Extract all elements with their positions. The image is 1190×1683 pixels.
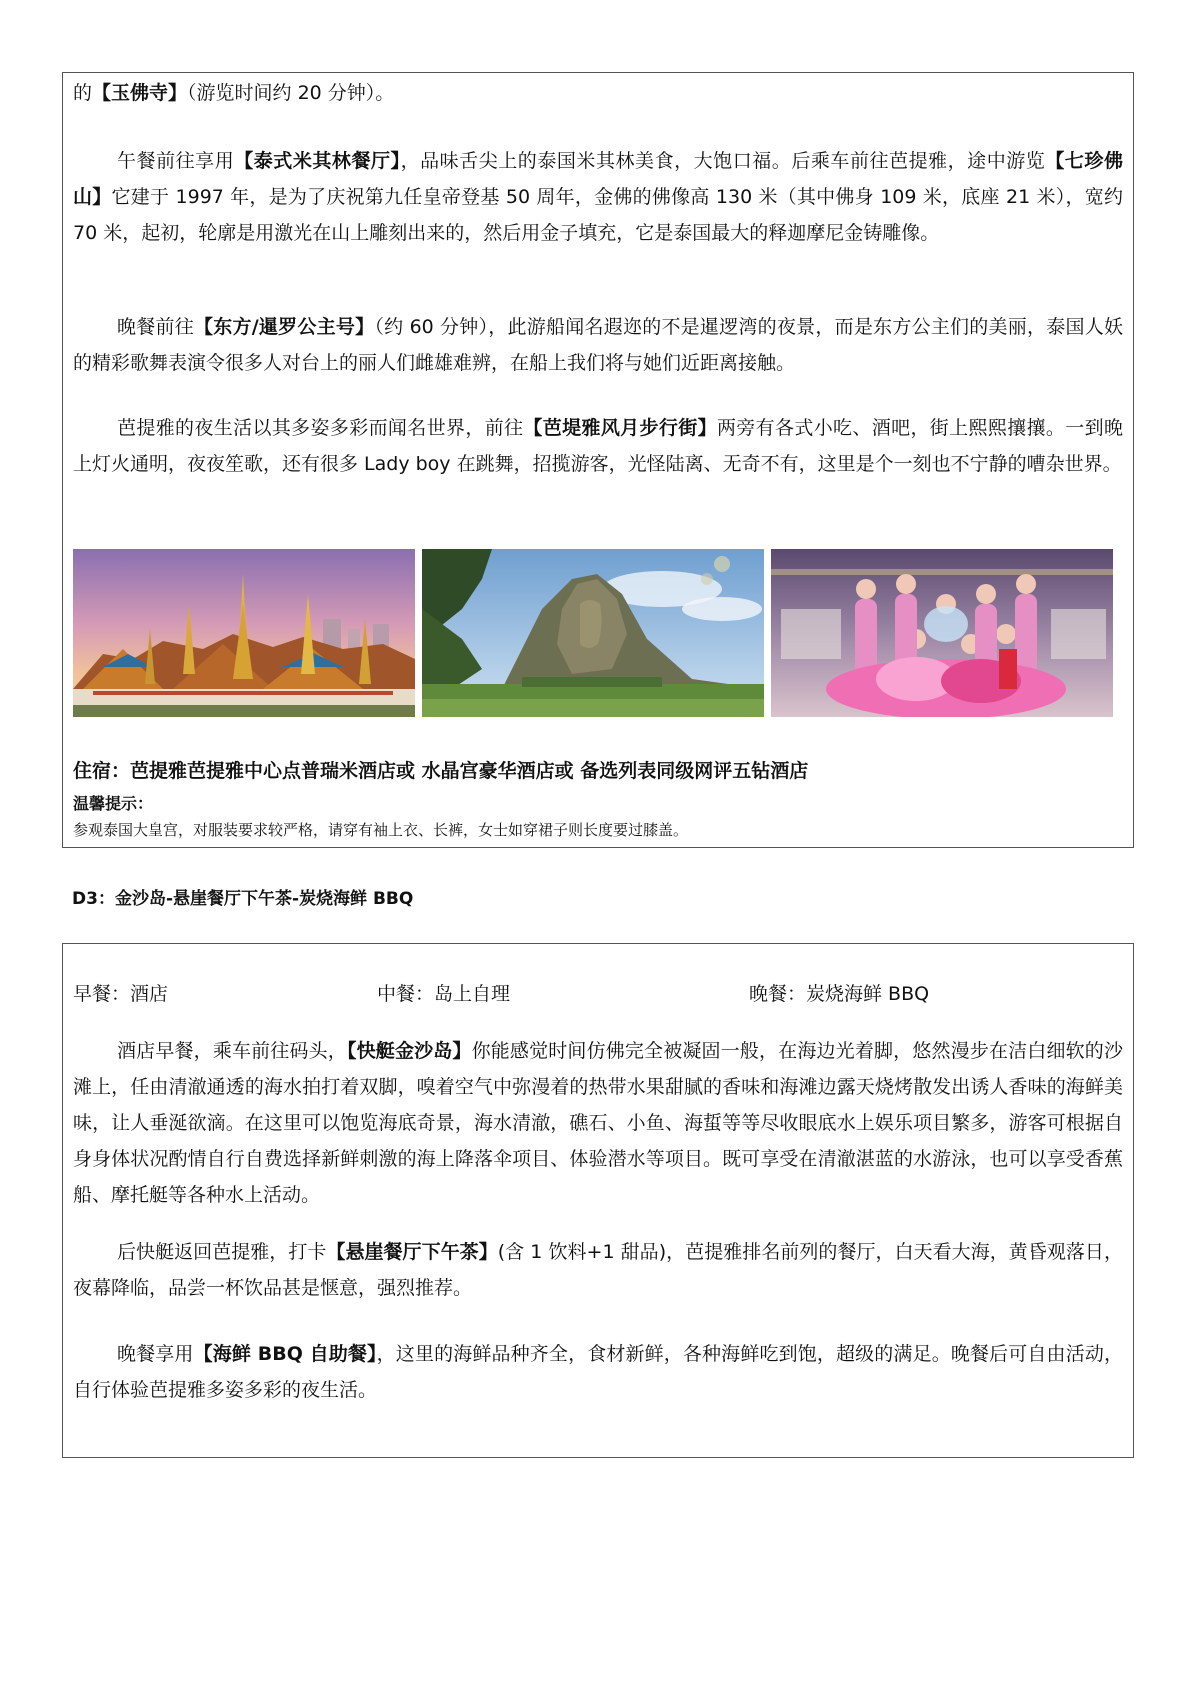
- paragraph-seafood-bbq: 晚餐享用【海鲜 BBQ 自助餐】，这里的海鲜品种齐全，食材新鲜，各种海鲜吃到饱，超级的满足。晚餐后可自由活动，自行体验芭提雅多姿多彩的夜生活。: [73, 1343, 1123, 1401]
- tips-text: 参观泰国大皇宫，对服装要求较严格，请穿有袖上衣、长裤，女士如穿裙子则长度要过膝盖。: [73, 821, 689, 839]
- day2-itinerary-box: [62, 72, 1134, 848]
- paragraph-walking-street: 芭提雅的夜生活以其多姿多彩而闻名世界，前往【芭堤雅风月步行街】两旁有各式小吃、酒吧，街上熙熙攘攘。一到晚上灯火通明，夜夜笙歌，还有很多 Lady boy 在跳舞，招揽游客，光怪陆离、无奇不有，这里是个一刻也不宁静的嘈杂世界。: [73, 417, 1123, 475]
- buddha-mountain-photo: [422, 549, 764, 717]
- paragraph-princess-cruise: 晚餐前往【东方/暹罗公主号】（约 60 分钟），此游船闻名遐迩的不是暹逻湾的夜景，而是东方公主们的美丽，泰国人妖的精彩歌舞表演令很多人对台上的丽人们雌雄难辨，在船上我们将与她们近距离接触。: [73, 316, 1123, 374]
- cabaret-show-photo: [771, 549, 1113, 717]
- paragraph-jade-buddha: 的【玉佛寺】（游览时间约 20 分钟）。: [73, 82, 395, 104]
- paragraph-michelin-lunch: 午餐前往享用【泰式米其林餐厅】，品味舌尖上的泰国米其林美食，大饱口福。后乘车前往芭提雅，途中游览【七珍佛山】它建于 1997 年，是为了庆祝第九任皇帝登基 50 周年，金佛的佛像高 130 米（其中佛身 109 米，底座 21 米），宽约 70 米，起初，轮廓是用激光在山上雕刻出来的，然后用金子填充，它是泰国最大的释迦摩尼金铸雕像。: [73, 150, 1123, 244]
- meals-row: [63, 979, 1135, 1009]
- lunch-label: 中餐：岛上自理: [377, 983, 511, 1005]
- tips-title: 温馨提示：: [73, 794, 154, 813]
- grand-palace-photo: [73, 549, 415, 717]
- day3-itinerary-box: [62, 943, 1134, 1458]
- breakfast-label: 早餐：酒店: [73, 983, 169, 1005]
- day3-heading: D3：金沙岛-悬崖餐厅下午茶-炭烧海鲜 BBQ: [72, 889, 414, 909]
- dinner-label: 晚餐：炭烧海鲜 BBQ: [749, 983, 930, 1005]
- paragraph-golden-sand-island: 酒店早餐，乘车前往码头，【快艇金沙岛】你能感觉时间仿佛完全被凝固一般，在海边光着脚，悠然漫步在洁白细软的沙滩上，任由清澈通透的海水拍打着双脚，嗅着空气中弥漫着的热带水果甜腻的香味和海滩边露天烧烤散发出诱人香味的海鲜美味，让人垂涎欲滴。在这里可以饱览海底奇景，海水清澈，礁石、小鱼、海蜇等等尽收眼底水上娱乐项目繁多，游客可根据自身身体状况酌情自行自费选择新鲜刺激的海上降落伞项目、体验潜水等项目。既可享受在清澈湛蓝的水游泳，也可以享受香蕉船、摩托艇等各种水上活动。: [73, 1040, 1123, 1206]
- accommodation-text: 住宿：芭提雅芭提雅中心点普瑞米酒店或 水晶宫豪华酒店或 备选列表同级网评五钻酒店: [73, 760, 809, 782]
- paragraph-cliff-tea: 后快艇返回芭提雅，打卡【悬崖餐厅下午茶】(含 1 饮料+1 甜品)，芭提雅排名前列的餐厅，白天看大海，黄昏观落日，夜幕降临，品尝一杯饮品甚是惬意，强烈推荐。: [73, 1241, 1123, 1299]
